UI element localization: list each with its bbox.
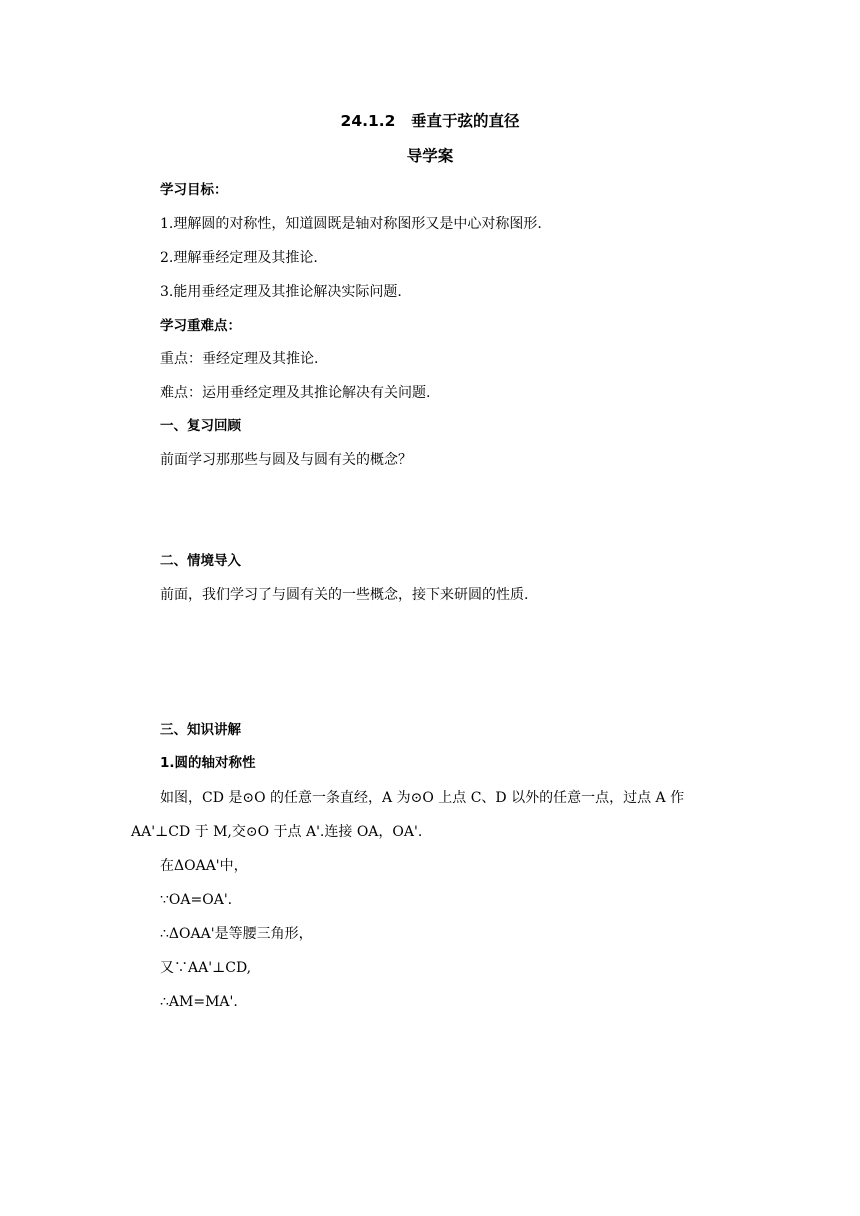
paragraph-line: 如图，CD 是⊙O 的任意一条直经，A 为⊙O 上点 C、D 以外的任意一点，过点 A 作 — [160, 790, 685, 806]
difficult-point-text: 难点：运用垂经定理及其推论解决有关问题. — [160, 385, 431, 401]
subsection-heading-symmetry: 1.圆的轴对称性 — [160, 755, 256, 771]
section-heading-scenario: 二、情境导入 — [160, 553, 241, 569]
paragraph-line: AA'⊥CD 于 M,交⊙O 于点 A'.连接 OA，OA'. — [131, 824, 423, 840]
document-title: 24.1.2 垂直于弦的直径 — [340, 112, 520, 130]
objective-item: 3.能用垂经定理及其推论解决实际问题. — [160, 284, 402, 300]
document-subtitle: 导学案 — [406, 147, 454, 165]
objectives-heading: 学习目标： — [160, 182, 228, 198]
objective-item: 1.理解圆的对称性，知道圆既是轴对称图形又是中心对称图形. — [160, 216, 542, 232]
proof-line: ∴ΔOAA'是等腰三角形， — [160, 926, 313, 942]
section-heading-review: 一、复习回顾 — [160, 418, 241, 434]
objective-item: 2.理解垂经定理及其推论. — [160, 250, 318, 266]
section-heading-knowledge: 三、知识讲解 — [160, 722, 241, 738]
proof-line: 在ΔOAA'中， — [160, 858, 248, 874]
proof-line: 又∵AA'⊥CD, — [160, 960, 252, 976]
proof-line: ∴AM=MA'. — [160, 994, 238, 1010]
section-text-scenario: 前面，我们学习了与圆有关的一些概念，接下来研圆的性质. — [160, 587, 529, 603]
key-points-heading: 学习重难点： — [160, 318, 241, 334]
key-point-text: 重点：垂经定理及其推论. — [160, 351, 319, 367]
proof-line: ∵OA=OA'. — [160, 892, 233, 908]
section-text-review: 前面学习那那些与圆及与圆有关的概念？ — [160, 452, 412, 468]
